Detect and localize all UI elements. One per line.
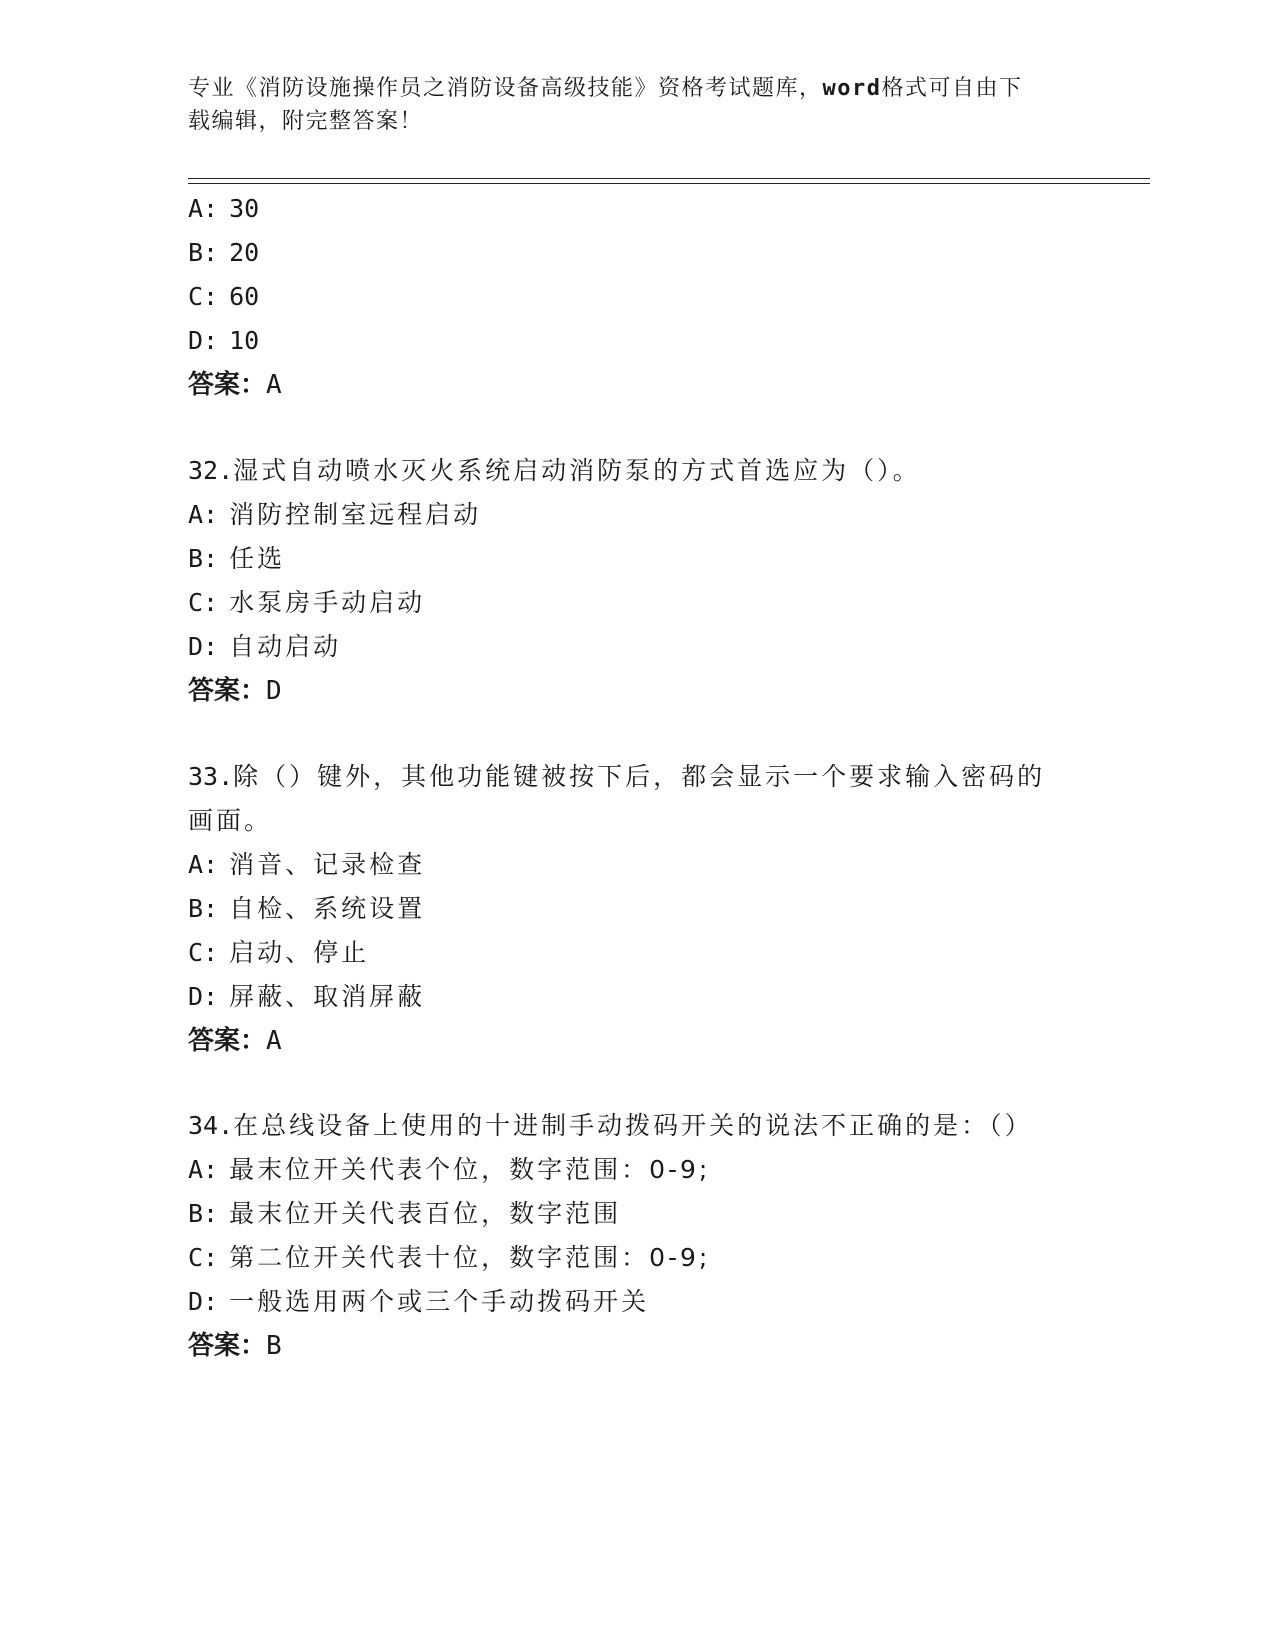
option-text: 启动、停止 [229, 938, 370, 967]
option-label: C: [188, 1243, 219, 1272]
header-line-2: 载编辑，附完整答案！ [188, 109, 424, 134]
option-text: 一般选用两个或三个手动拨码开关 [229, 1287, 650, 1316]
option-text: 60 [229, 282, 260, 311]
answer-value: A [266, 370, 282, 400]
header-text: 专业《消防设施操作员之消防设备高级技能》资格考试题库， [188, 76, 823, 101]
option-text: 自动启动 [229, 632, 342, 661]
q33-stem-line-2: 画面。 [188, 806, 273, 835]
option-text: 消防控制室远程启动 [229, 500, 482, 529]
option-label: D: [188, 326, 219, 355]
option-label: B: [188, 894, 219, 923]
option-label: B: [188, 1199, 219, 1228]
q33-option-d [188, 979, 425, 1015]
q33-option-b [188, 891, 425, 927]
q32-option-b [188, 541, 285, 577]
option-text: 30 [229, 194, 260, 223]
q31-option-b [188, 235, 259, 271]
option-label: C: [188, 938, 219, 967]
q31-option-d [188, 323, 259, 359]
option-label: D: [188, 632, 219, 661]
header-divider-bottom [188, 183, 1150, 184]
answer-label: 答案： [188, 676, 267, 706]
question-number: 33. [188, 762, 234, 791]
answer-label: 答案： [188, 1331, 267, 1361]
option-label: C: [188, 588, 219, 617]
question-number: 32. [188, 456, 234, 485]
q33-option-c [188, 935, 369, 971]
question-text: 除（）键外，其他功能键被按下后，都会显示一个要求输入密码的 [233, 762, 1046, 791]
option-text: 第二位开关代表十位，数字范围：0-9; [229, 1243, 711, 1272]
answer-value: D [266, 676, 282, 706]
answer-value: B [266, 1331, 282, 1361]
q32-option-d [188, 629, 341, 665]
q34-answer [188, 1328, 282, 1364]
q32-stem [188, 453, 921, 489]
option-label: D: [188, 982, 219, 1011]
answer-label: 答案： [188, 1026, 267, 1056]
option-label: A: [188, 500, 219, 529]
option-text: 消音、记录检查 [229, 850, 426, 879]
q33-stem-line-1 [188, 759, 1045, 795]
document-header [188, 72, 1088, 138]
option-text: 水泵房手动启动 [229, 588, 426, 617]
header-word: word [822, 76, 882, 101]
q34-option-d [188, 1284, 649, 1320]
answer-value: A [266, 1026, 282, 1056]
q31-option-c [188, 279, 259, 315]
question-text: 湿式自动喷水灭火系统启动消防泵的方式首选应为（）。 [233, 456, 921, 485]
q32-option-c [188, 585, 425, 621]
option-text: 屏蔽、取消屏蔽 [229, 982, 426, 1011]
q34-stem [188, 1108, 1033, 1144]
header-text-end: 格式可自由下 [881, 76, 1023, 101]
q34-option-a [188, 1152, 710, 1188]
q31-option-a [188, 191, 259, 227]
q34-option-b [188, 1196, 621, 1232]
option-text: 任选 [229, 544, 286, 573]
option-label: A: [188, 194, 219, 223]
q32-option-a [188, 497, 481, 533]
q31-answer [188, 367, 282, 403]
option-label: C: [188, 282, 219, 311]
option-text: 10 [229, 326, 260, 355]
option-text: 最末位开关代表百位，数字范围 [229, 1199, 622, 1228]
q34-option-c [188, 1240, 710, 1276]
option-label: A: [188, 850, 219, 879]
q32-answer [188, 673, 282, 709]
option-label: A: [188, 1155, 219, 1184]
answer-label: 答案： [188, 370, 267, 400]
q33-option-a [188, 847, 425, 883]
option-label: D: [188, 1287, 219, 1316]
option-label: B: [188, 238, 219, 267]
question-text: 在总线设备上使用的十进制手动拨码开关的说法不正确的是：（） [233, 1111, 1033, 1140]
option-text: 最末位开关代表个位，数字范围：0-9; [229, 1155, 711, 1184]
q33-answer [188, 1023, 282, 1059]
option-text: 20 [229, 238, 260, 267]
header-line-1 [188, 72, 1088, 105]
option-text: 自检、系统设置 [229, 894, 426, 923]
header-divider-top [188, 178, 1150, 179]
question-number: 34. [188, 1111, 234, 1140]
option-label: B: [188, 544, 219, 573]
